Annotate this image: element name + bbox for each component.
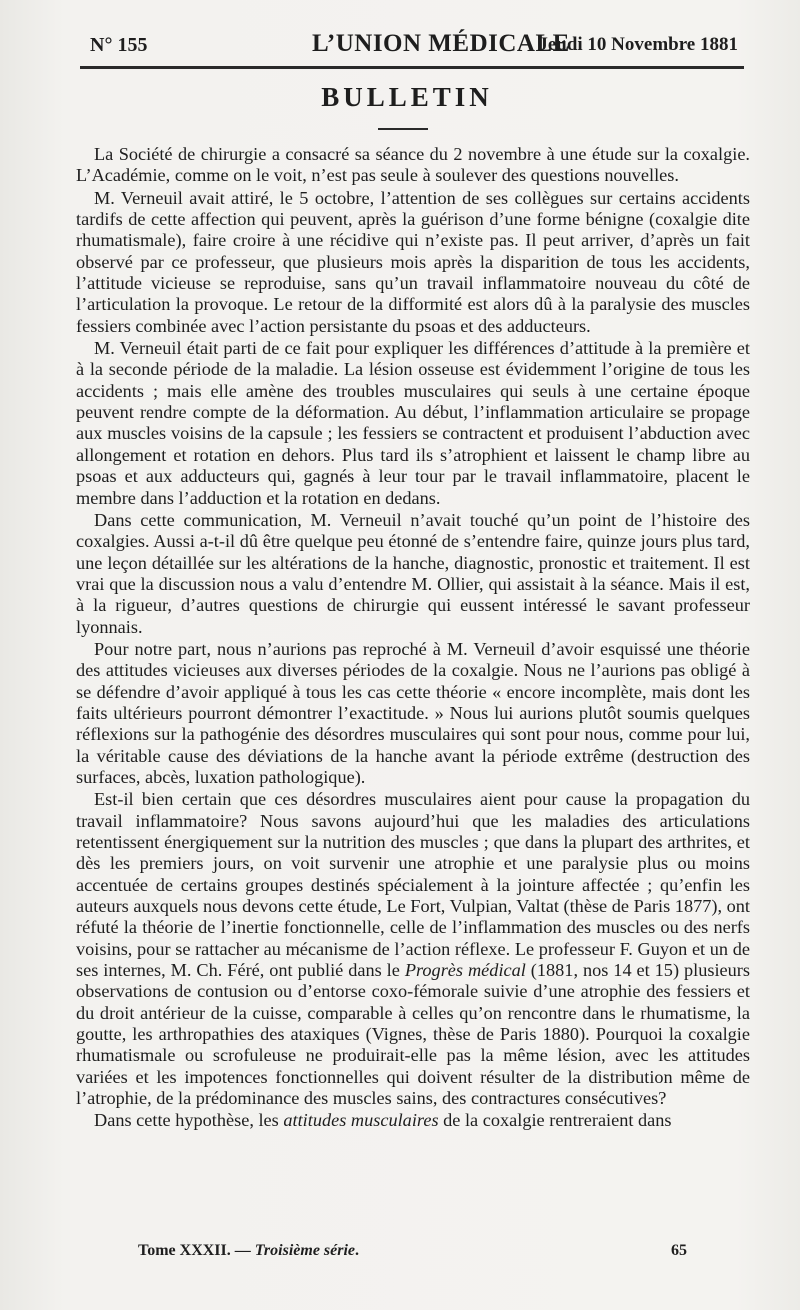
page-footer bbox=[138, 1242, 687, 1266]
tome-series: Tome XXXII. — Troisième série. bbox=[138, 1242, 360, 1259]
article-body bbox=[76, 144, 750, 1132]
header-rule bbox=[80, 66, 744, 69]
page-number: 65 bbox=[671, 1242, 687, 1259]
paragraph: Dans cette hypothèse, les attitudes musculaires de la coxalgie rentreraient dans bbox=[94, 1110, 672, 1131]
title-rule bbox=[378, 128, 428, 130]
section-title: BULLETIN bbox=[321, 82, 493, 112]
paragraph: M. Verneuil avait attiré, le 5 octobre, l’attention de ses collègues sur certains accidents tardifs de cette affection qui peuvent, après la guérison d’une forme bénigne (coxalgie dite rhumatismale), faire croire à une récidive qui n’existe pas. Il peut arriver, d’après un fait observé par ce professeur, que plusieurs mois après la disparition de tous les accidents, l’attitude vicieuse se reproduise, sans qu’un travail inflammatoire nouveau du côté de l’articulation la provoque. Le retour de la difformité est alors dû à la paralysie des muscles fessiers combinée avec l’action persistante du psoas et des adducteurs. bbox=[76, 187, 750, 336]
paragraph: Dans cette communication, M. Verneuil n’avait touché qu’un point de l’histoire des coxalgies. Aussi a-t-il dû être quelque peu étonné de s’entendre faire, quinze jours plus tard, une leçon détaillée sur les altérations de la hanche, diagnostic, pronostic et traitement. Il est vrai que la discussion nous a valu d’entendre M. Ollier, qui assistait à la séance. Mais il est, à la rigueur, d’autres questions de chirurgie qui eussent intéressé le savant professeur lyonnais. bbox=[76, 509, 750, 637]
paragraph: Est-il bien certain que ces désordres musculaires aient pour cause la propagation du travail inflammatoire? Nous savons aujourd’hui que les maladies des articulations retentissent énergiquement sur la nutrition des muscles ; que dans la plupart des arthrites, et dès les premiers jours, on voit survenir une atrophie et une paralysie plus ou moins accentuée de certains groupes destinés spécialement à la jointure affectée ; qu’enfin les auteurs auxquels nous devons cette étude, Le Fort, Vulpian, Valtat (thèse de Paris 1877), ont réfuté la théorie de l’inertie fonctionnelle, celle de l’inflammation des muscles ou des nerfs voisins, pour se rattacher au mécanisme de l’action réflexe. Le professeur F. Guyon et un de ses internes, M. Ch. Féré, ont publié dans le Progrès médical (1881, nos 14 et 15) plusieurs observations de contusion ou d’entorse coxo-fémorale suivie d’une atrophie des fessiers et du droit antérieur de la cuisse, comparable à celles qu’on rencontre dans le rhumatisme, la goutte, les arthropathies des ataxiques (Vignes, thèse de Paris 1880). Pourquoi la coxalgie rhumatismale ou scrofuleuse ne produirait-elle pas la même lésion, avec les attitudes variées et les impotences fonctionnelles qui doivent résulter de la distribution même de l’atrophie, de la prédominance des muscles sains, des contractures consécutives? bbox=[76, 789, 750, 1109]
paragraph: M. Verneuil était parti de ce fait pour expliquer les différences d’attitude à la première et à la seconde période de la maladie. La lésion osseuse est évidemment l’origine de tous les accidents ; mais elle amène des troubles musculaires qui seuls à une certaine époque peuvent rendre compte de la déformation. Au début, l’inflammation articulaire se propage aux muscles voisins de la capsule ; les fessiers se contractent et produisent l’abduction avec allongement et rotation en dehors. Plus tard ils s’atrophient et laissent le champ libre au psoas et aux adducteurs qui, gagnés à leur tour par le travail inflammatoire, placent le membre dans l’adduction et la rotation en dedans. bbox=[76, 338, 750, 508]
journal-title: L’UNION MÉDICALE bbox=[312, 30, 570, 57]
issue-date: Jeudi 10 Novembre 1881 bbox=[538, 34, 738, 55]
running-header bbox=[90, 30, 738, 64]
issue-number: N° 155 bbox=[90, 34, 148, 56]
paragraph: La Société de chirurgie a consacré sa séance du 2 novembre à une étude sur la coxalgie. L’Académie, comme on le voit, n’est pas seule à soulever des questions nouvelles. bbox=[76, 144, 750, 186]
paragraph: Pour notre part, nous n’aurions pas reproché à M. Verneuil d’avoir esquissé une théorie des attitudes vicieuses aux diverses périodes de la coxalgie. Nous ne l’aurions pas obligé à se défendre d’avoir appliqué à tous les cas cette théorie « encore incomplète, mais dont les faits ultérieurs pourront démontrer l’exactitude. » Nous lui aurions plutôt soumis quelques réflexions sur la pathogénie des désordres musculaires qui sont pour nous, comme pour lui, la véritable cause des déviations de la hanche avant la période extrême (destruction des surfaces, abcès, luxation pathologique). bbox=[76, 638, 750, 787]
